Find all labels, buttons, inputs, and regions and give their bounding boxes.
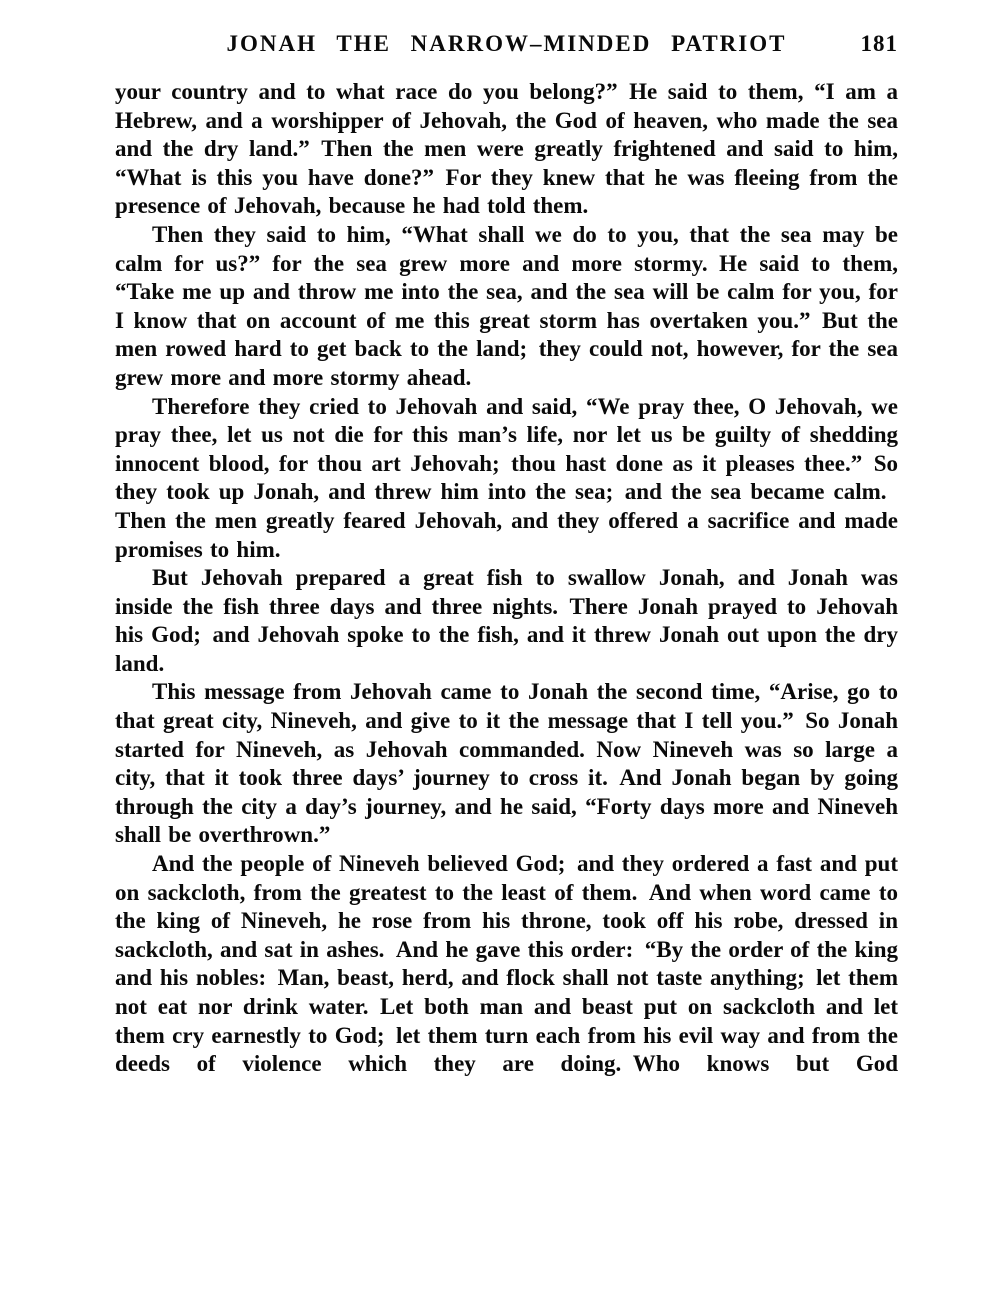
body-paragraph: But Jehovah prepared a great fish to swallow Jonah, and Jonah was inside the fish three days and three nights. There Jonah prayed to Jehovah his God; and Jehovah spoke to the fish, and it threw Jonah out upon the dry land. <box>115 565 898 676</box>
body-paragraph: your country and to what race do you belong?” He said to them, “I am a Hebrew, and a worshipper of Jehovah, the God of heaven, who made the sea and the dry land.” Then the men were greatly frightened and said to him, “What is this you have done?” For they knew that he was fleeing from the presence of Jehovah, because he had told them. <box>115 79 898 219</box>
body-paragraph: And the people of Nineveh believed God; and they ordered a fast and put on sackcloth, from the greatest to the least of them. And when word came to the king of Nineveh, he rose from his throne, took off his robe, dressed in sackcloth, and sat in ashes. And he gave this order: “By the order of the king and his nobles: Man, beast, herd, and flock shall not taste anything; let them not eat nor drink water. Let both man and beast put on sackcloth and let them cry earnestly to God; let them turn each from his evil way and from the deeds of violence which they are doing. Who knows but God <box>115 851 898 1077</box>
body-paragraph: This message from Jehovah came to Jonah the second time, “Arise, go to that great city, Nineveh, and give to it the message that I tell you.” So Jonah started for Nineveh, as Jehovah commanded. Now Nineveh was so large a city, that it took three days’ journey to cross it. And Jonah began by going through the city a day’s journey, and he said, “Forty days more and Nineveh shall be overthrown.” <box>115 679 898 848</box>
page-number: 181 <box>860 31 898 56</box>
body-paragraph: Then they said to him, “What shall we do to you, that the sea may be calm for us?” for the sea grew more and more stormy. He said to them, “Take me up and throw me into the sea, and the sea will be calm for you, for I know that on account of me this great storm has overtaken you.” But the men rowed hard to get back to the land; they could not, however, for the sea grew more and more stormy ahead. <box>115 221 898 390</box>
body-paragraph: Therefore they cried to Jehovah and said, “We pray thee, O Jehovah, we pray thee, let us not die for this man’s life, nor let us be guilty of shedding innocent blood, for thou art Jehovah; thou hast done as it pleases thee.” So they took up Jonah, and threw him into the sea; and the sea became calm. Then the men greatly feared Jehovah, and they offered a sacrifice and made promises to him. <box>115 393 898 562</box>
body-text <box>115 78 898 1079</box>
running-header <box>115 30 898 78</box>
text-column <box>115 30 898 1079</box>
running-header-title: JONAH THE NARROW–MINDED PATRIOT <box>226 31 787 56</box>
